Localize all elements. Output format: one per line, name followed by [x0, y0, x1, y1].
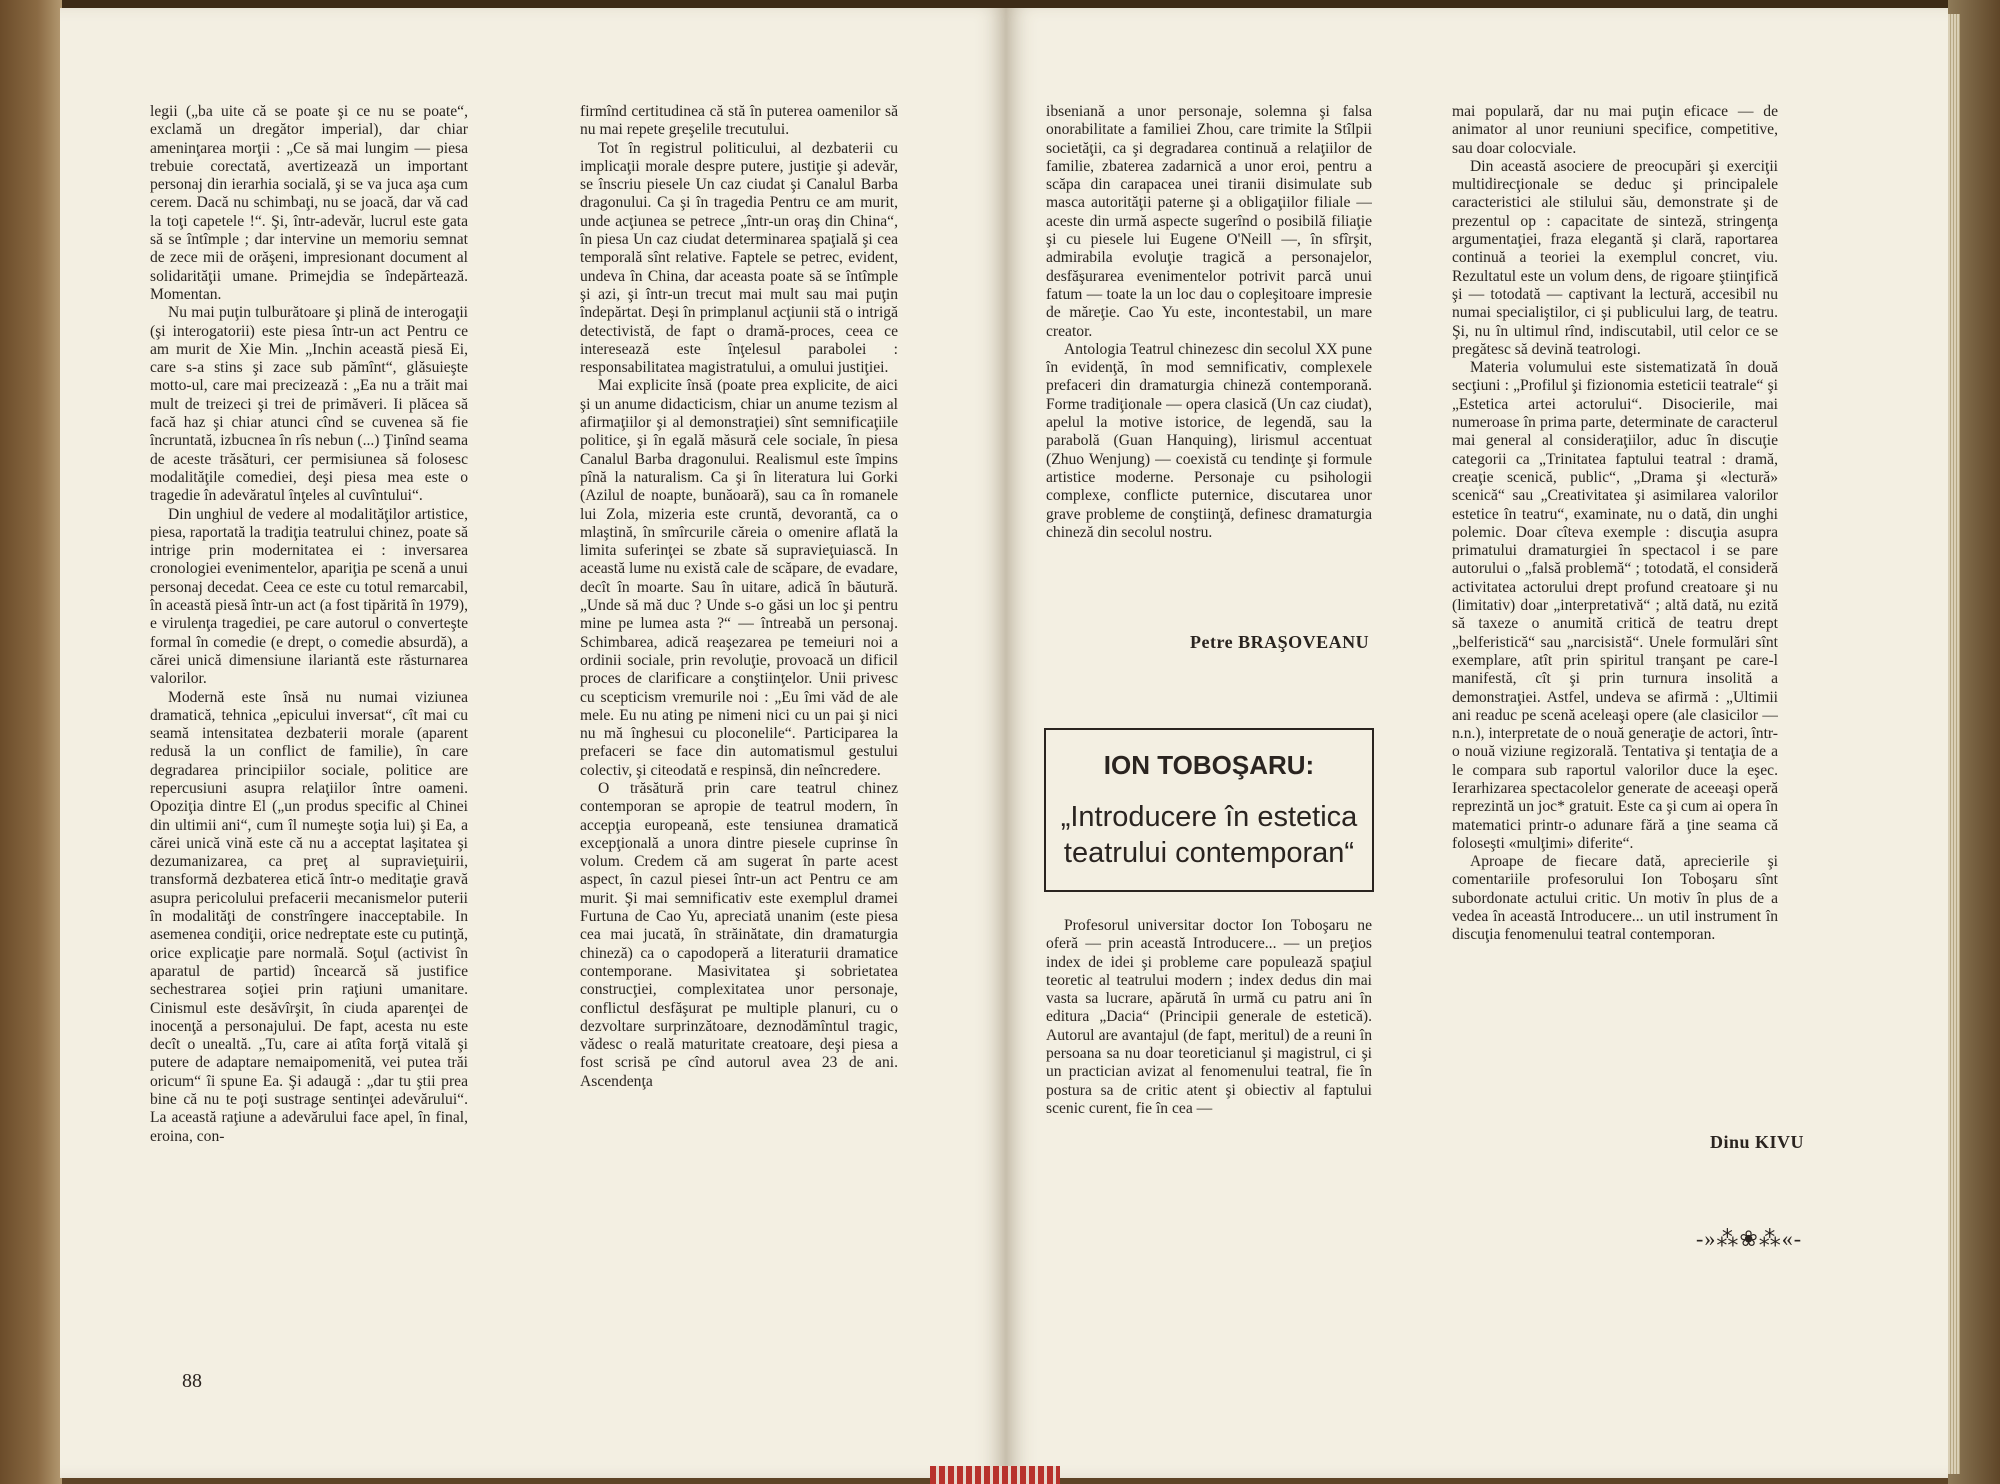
book-cover-left — [0, 0, 62, 1484]
bookmark-ribbon — [930, 1466, 1060, 1484]
paragraph: mai populară, dar nu mai puţin eficace — de animator al unor reuniuni specifice, competitive, sau doar colocviale. — [1452, 103, 1778, 157]
right-column-2 — [1452, 103, 1778, 1165]
paragraph: Tot în registrul politicului, al dezbaterii cu implicaţii morale despre putere, justiţie şi adevăr, se înscriu piesele Un caz ciudat şi Canalul Barba dragonului. Ca şi în tragedia Pentru ce am murit, unde acţiunea se petrece „într-un oraş din China“, în piesa Un caz ciudat determinarea spaţială şi cea temporală sînt relative. Faptele se petrec, evident, undeva în China, dar aceasta poate să se întîmple şi azi, şi într-un trecut mai mult sau mai puţin îndepărtat. Deşi în primplanul acţiunii stă o intrigă detectivistă, de fapt o dramă-proces, ceea ce interesează este înţelesul parabolei : responsabilitatea magistratului, a omului justiţiei. — [580, 139, 898, 377]
paragraph: O trăsătură prin care teatrul chinez contemporan se apropie de teatrul modern, în accepţia europeană, este tensiunea dramatică excepţională a unora dintre piesele cuprinse în volum. Credem că am sugerat în parte acest aspect, în cazul piesei într-un act Pentru ce am murit. Şi mai semnificativ este exemplul dramei Furtuna de Cao Yu, apreciată unanim (este piesa cea mai jucată, în străinătate, din dramaturgia chineză) ca o capodoperă a literaturii dramatice contemporane. Masivitatea şi sobrietatea construcţiei, complexitatea unor personaje, conflictul desfăşurat pe multiple planuri, cu o dezvoltare surprinzătoare, deznodămîntul tragic, vădesc o reală maturitate creatoare, deşi piesa a fost scrisă pe cînd autorul avea 23 de ani. Ascendenţa — [580, 779, 898, 1090]
paragraph: Modernă este însă nu numai viziunea dramatică, tehnica „epicului inversat“, cît mai cu seamă intensitatea dezbaterii morale (aparent redusă la un conflict de familie), în care degradarea principiilor sociale, politice are repercusiuni asupra relaţiilor între oameni. Opoziţia dintre El („un produs specific al Chinei din ultimii ani“, cum îl numeşte soţia lui) şi Ea, a cărei unică vină este că nu a acceptat laşitatea şi dezumanizarea, ca preţ al supravieţuirii, transformă dezbaterea etică într-o meditaţie gravă asupra pericolului prefacerii mecanismelor puterii în modalităţi de constrîngere inacceptabile. In asemenea condiţii, orice nedreptate este cu putinţă, orice explicaţie pare normală. Soţul (activist în aparatul de partid) încearcă să justifice sechestrarea soţiei prin raţiuni umanitare. Cinismul este desăvîrşit, în ciuda aparenţei de inocenţă a personajului. De fapt, acesta nu este decît o unealtă. „Tu, care ai atîta forţă vitală şi putere de adaptare nemaipomenită, vei putea trăi oricum“ îi spune Ea. Şi adaugă : „dar tu ştii prea bine că nu te poţi sustrage sentinţei adevărului“. La această raţiune a adevărului face apel, în final, eroina, con- — [150, 688, 468, 1145]
author-signature: Dinu KIVU — [1710, 1132, 1805, 1152]
paragraph: Nu mai puţin tulburătoare şi plină de interogaţii (şi interogatorii) este piesa într-un act Pentru ce am murit de Xie Min. „Inchin această piesă Ei, care s-a stins şi zace sub pămînt“, glăsuieşte motto-ul, care mai precizează : „Ea nu a trăit mai mult de treizeci şi trei de primăveri. Ii plăcea să facă haz şi chiar atunci cînd se cuvenea să fie încruntată, izbucnea în rîs nebun (...) Ţinînd seama de aceste trăsături, cer permisiunea să folosesc modalităţile comediei, deşi piesa mea este o tragedie în adevăratul înţeles al cuvîntului“. — [150, 304, 468, 505]
author-signature: Petre BRAŞOVEANU — [1190, 632, 1370, 652]
paragraph: Aproape de fiecare dată, aprecierile şi comentariile profesorului Ion Toboşaru sînt subordonate actului critic. Un motiv în plus de a vedea în această Introducere... un util instrument în discuţia fenomenului teatral contemporan. — [1452, 853, 1778, 944]
right-page — [1006, 8, 1948, 1478]
paragraph: legii („ba uite că se poate şi ce nu se poate“, exclamă un dregător imperial), dar chiar ameninţarea morţii : „Ce să mai lungim — piesa trebuie corectată, avertizează un important personaj din ierarhia socială, şi se va juca aşa cum cerem. Dacă nu schimbaţi, nu se joacă, dar vă cad la toţi capetele !“. Şi, într-adevăr, lucrul este gata să se întîmple ; dar intervine un memoriu semnat de zece mii de orăşeni, impresionant document al solidarităţii umane. Primejdia se îndepărtează. Momentan. — [150, 103, 468, 303]
left-column-1 — [150, 103, 468, 1343]
paragraph: Antologia Teatrul chinezesc din secolul XX pune în evidenţă, în mod semnificativ, complexele prefaceri din dramaturgia chineză contemporană. Forme tradiţionale — opera clasică (Un caz ciudat), apelul la motive istorice, de legendă, sau la parabolă (Guan Hanquing), lirismul accentuat (Zhuo Wenjung) — coexistă cu tendinţe şi formule artistice moderne. Personaje cu psihologii complexe, conflicte puternice, discutarea unor grave probleme de conştiinţă, definesc dramaturgia chineză din secolul nostru. — [1046, 340, 1372, 541]
left-page — [60, 8, 1006, 1478]
book-title-box — [1044, 728, 1374, 892]
book-author: ION TOBOŞARU: — [1103, 750, 1315, 780]
paragraph: Din unghiul de vedere al modalităţilor artistice, piesa, raportată la tradiţia teatrului chinez, poate să intrige prin modernitatea ei : inversarea cronologiei evenimentelor, apariţia pe scenă a unui personaj decedat. Ceea ce este cu totul remarcabil, în această piesă într-un act (a fost tipărită în 1979), e virulenţa tragediei, pe care autorul o converteşte formal în comedie (e drept, o comedie absurdă), a cărei unică dimensiune ilariantă este răsturnarea valorilor. — [150, 505, 468, 688]
paragraph: Profesorul universitar doctor Ion Toboşaru ne oferă — prin această Introducere... — un preţios index de idei şi probleme care populează spaţiul teoretic al teatrului modern ; index dedus din mai vasta sa lucrare, apărută în urmă cu patru ani în editura „Dacia“ (Principii generale de estetică). Autorul are avantajul (de fapt, meritul) de a reuni în persoana sa nu doar teoreticianul şi magistrul, ci şi un practician avizat al fenomenului teatral, fie în postura sa de critic atent şi obiectiv al faptului scenic curent, fie în cea — — [1046, 917, 1372, 1117]
ornament-divider: -»⁂❀⁂«- — [1696, 1226, 1803, 1251]
paragraph: Mai explicite însă (poate prea explicite, de aici şi un anume didacticism, chiar un anume tezism al afirmaţiilor şi al demonstraţiei) sînt semnificaţiile politice, şi în egală măsură cele sociale, în piesa Canalul Barba dragonului. Realismul este împins pînă la naturalism. Ca şi în literatura lui Gorki (Azilul de noapte, bunăoară), sau ca în romanele lui Zola, mizeria este cruntă, devorantă, ca o mlaştină, în smîrcurile căreia o omenire aflată la limita suferinţei se zbate să supravieţuiască. In această lume nu există cale de scăpare, de evadare, decît în moarte. Sau în uitare, adică în băutură. „Unde să mă duc ? Unde s-o găsi un loc şi pentru mine pe lumea asta ?“ — întreabă un personaj. Schimbarea, adică reaşezarea pe temeiuri noi a ordinii sociale, prin revoluţie, provoacă un dificil proces de clarificare a conştiinţelor. Unii privesc cu scepticism vremurile noi : „Eu îmi văd de ale mele. Eu nu ating pe nimeni nici cu un pai şi nici nu mă înghesui cu ploconelile“. Participarea la prefaceri se face din automatismul gestului colectiv, şi citeodată e respinsă, din neîncredere. — [580, 377, 898, 779]
book-title: „Introducere în estetica teatrului contemporan“ — [1060, 801, 1358, 869]
paragraph: Materia volumului este sistematizată în două secţiuni : „Profilul şi fizionomia esteticii teatrale“ şi „Estetica artei actorului“. Disocierile, mai numeroase în prima parte, determinate de caracterul mai general al consideraţiilor, aduc în discuţie categorii ca „Trinitatea faptului teatral : dramă, creaţie scenică, public“, „Drama şi «lectură» scenică“ sau „Creativitatea şi asimilarea valorilor estetice în teatru“, examinate, nu o dată, din unghi polemic. Doar cîteva exemple : discuţia asupra primatului dramaturgiei în spectacol i se pare autorului o „falsă problemă“ ; totodată, el consideră activitatea actorului drept profund creatoare şi nu (limitativ) doar „interpretativă“ ; altă dată, nu ezită să taxeze o anumită critică de teatru drept „belferistică“ sau „narcisistă“. Unele formulări sînt exemplare, atît prin spiritul tranşant pe care-l manifestă, cît şi prin turnura insolită a demonstraţiei. Astfel, undeva se afirmă : „Ultimii ani readuc pe scenă aceleaşi opere (ale clasicilor — n.n.), interpretate de o nouă generaţie de actori, într-o nouă viziune regizorală. Tentativa şi tentaţia de a le compara sub raportul valorilor duce la eşec. Ierarhizarea spectacolelor generate de aceeaşi operă reprezintă un joc* gratuit. Este ca şi cum ai opera în matematici printr-o adunare fără a ţine seama că foloseşti «mulţimi» diferite“. — [1452, 359, 1778, 852]
page-number: 88 — [182, 1370, 202, 1392]
paragraph: firmînd certitudinea că stă în puterea oamenilor să nu mai repete greşelile trecutului. — [580, 103, 898, 139]
right-column-1 — [1046, 103, 1372, 663]
paragraph: ibseniană a unor personaje, solemna şi falsa onorabilitate a familiei Zhou, care trimite la Stîlpii societăţii, ca şi degradarea continuă a relaţiilor de familie, zbaterea zadarnică a unor eroi, pentru a scăpa din carapacea unei tiranii disimulate sub masca autorităţii paterne şi a obligaţiilor filiale — aceste din urmă aspecte sugerînd o posibilă filiaţie şi cu piesele lui Eugene O'Neill —, în sfîrşit, admirabila evoluţie tragică a personajelor, desfăşurarea evenimentelor potrivit parcă unui fatum — toate la un loc dau o copleşitoare impresie de măreţie. Cao Yu este, incontestabil, un mare creator. — [1046, 103, 1372, 340]
page-edges — [1948, 14, 1960, 1474]
paragraph: Din această asociere de preocupări şi exerciţii multidirecţionale se deduc şi principalele caracteristici ale stilului său, demonstrate şi de prezentul op : capacitate de sinteză, stringenţa argumentaţiei, fraza elegantă şi clară, raportarea continuă a teoriei la exemplul concret, viu. Rezultatul este un volum dens, de rigoare ştiinţifică şi — totodată — captivant la lectură, accesibil nu numai specialiştilor, ci şi publicului larg, de teatru. Şi, nu în ultimul rînd, indiscutabil, util celor ce se pregătesc să devină teatrologi. — [1452, 157, 1778, 358]
left-column-2 — [580, 103, 898, 1343]
review-intro-column — [1046, 917, 1372, 1162]
